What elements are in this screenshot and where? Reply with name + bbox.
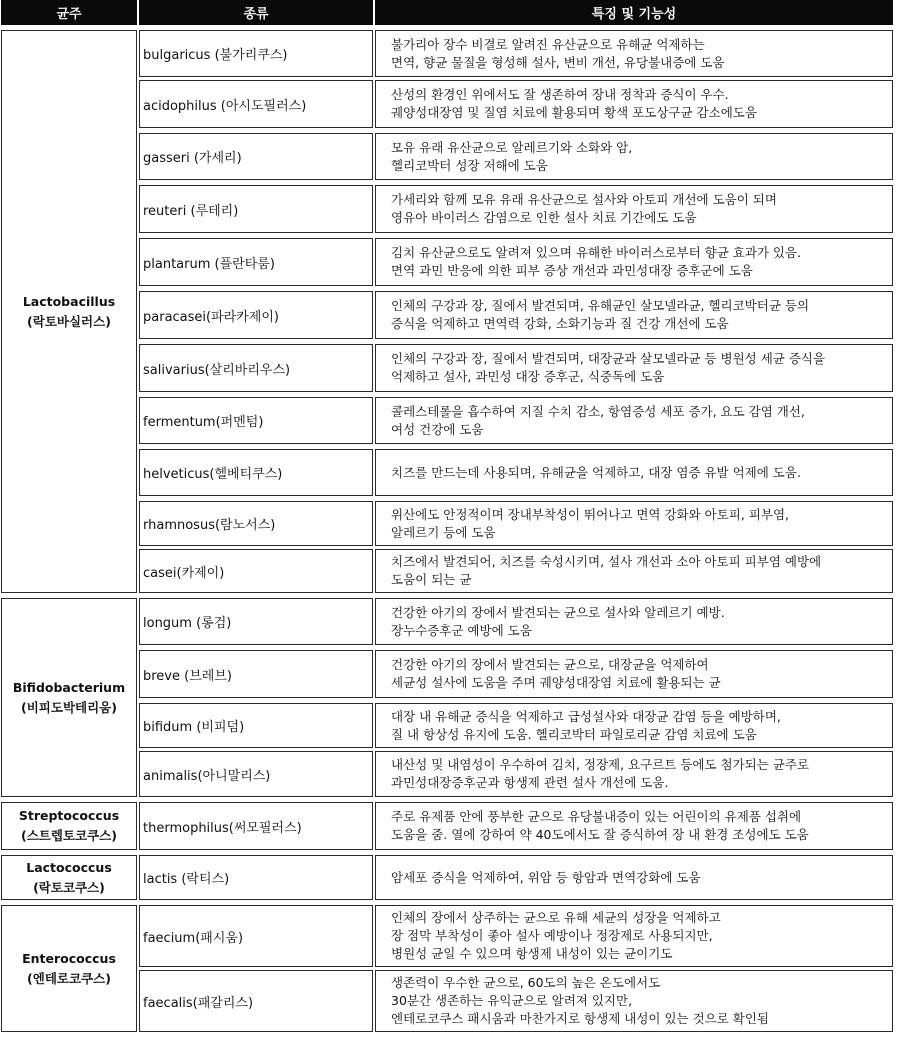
description-line: 치즈를 만드는데 사용되며, 유해균을 억제하고, 대장 염증 유발 억제에 도움. [391, 464, 801, 480]
description-line: 30분간 생존하는 유익균으로 알려져 있지만, [391, 993, 633, 1008]
description-line: 도움을 줌. 열에 강하여 약 40도에서도 잘 증식하여 장 내 환경 조성에도 도움 [391, 827, 809, 842]
species-name: reuteri (루테리) [143, 203, 239, 219]
description-cell [375, 30, 893, 77]
description-line: 콜레스테롤을 흡수하여 지질 수치 감소, 항염증성 세포 증가, 요도 감염 개선, [391, 403, 805, 419]
genus-name-kr: (락토코쿠스) [33, 879, 105, 895]
species-name: longum (롱검) [143, 616, 232, 631]
description-line: 장 점막 부착성이 좋아 설사 예방이나 정장제로 사용되지만, [391, 928, 713, 943]
description-line: 면역, 향균 물질을 형성해 설사, 변비 개선, 유당불내증에 도움 [391, 54, 725, 70]
description-line: 세균성 설사에 도움을 주며 궤양성대장염 치료에 활용되는 균 [391, 675, 721, 690]
description-line: 면역 과민 반응에 의한 피부 증상 개선과 과민성대장 증후군에 도움 [391, 263, 753, 278]
species-name: breve (브레브) [143, 668, 232, 684]
description-cell [375, 80, 893, 128]
header-features: 특징 및 기능성 [375, 0, 893, 25]
description-cell [375, 970, 893, 1032]
header-genus: 균주 [1, 0, 137, 25]
description-line: 주로 유제품 안에 풍부한 균으로 유당불내증이 있는 어린이의 유제품 섭취에 [391, 809, 802, 824]
description-cell [375, 449, 893, 496]
description-line: 위산에도 안정적이며 장내부착성이 뛰어나고 면역 강화와 아토피, 피부염, [391, 506, 790, 522]
genus-name: Streptococcus [18, 808, 120, 823]
species-name: faecium(패시움) [143, 930, 244, 946]
species-name: animalis(아니말리스) [143, 768, 271, 784]
description-line: 억제하고 설사, 과민성 대장 증후군, 식중독에 도움 [391, 369, 665, 384]
description-line: 도움이 되는 균 [391, 572, 472, 587]
species-name: gasseri (가세리) [143, 151, 242, 166]
genus-cell [1, 30, 137, 593]
description-line: 산성의 환경인 위에서도 잘 생존하여 장내 정착과 증식이 우수. [391, 87, 729, 102]
species-cell [139, 549, 373, 593]
species-cell [139, 703, 373, 748]
species-name: thermophilus(써모필러스) [143, 820, 302, 836]
description-line: 생존력이 우수한 균으로, 60도의 높은 온도에서도 [391, 975, 661, 990]
description-line: 건강한 아기의 장에서 발견되는 균으로 설사와 알레르기 예방. [391, 604, 725, 620]
species-name: lactis (락티스) [143, 872, 230, 887]
genus-cell [1, 855, 137, 900]
species-cell [139, 449, 373, 496]
description-cell [375, 291, 893, 339]
species-cell [139, 501, 373, 546]
genus-name-kr: (스트렙토코쿠스) [21, 828, 117, 843]
species-name: faecalis(패갈리스) [143, 995, 254, 1011]
species-name: bifidum (비피덤) [143, 720, 245, 735]
species-cell [139, 855, 373, 900]
description-line: 장누수증후군 예방에 도움 [391, 622, 532, 638]
species-cell [139, 238, 373, 286]
species-cell [139, 905, 373, 967]
species-name: paracasei(파라카제이) [143, 309, 279, 325]
genus-name: Enterococcus [22, 950, 116, 966]
species-cell [139, 598, 373, 645]
species-name: acidophilus (아시도필러스) [143, 98, 307, 114]
description-cell [375, 133, 893, 180]
species-cell [139, 30, 373, 77]
description-line: 병원성 균일 수 있으며 항생제 내성이 있는 균이기도 [391, 946, 673, 961]
species-name: casei(카제이) [143, 565, 225, 581]
description-line: 과민성대장증후군과 항생제 관련 설사 개선에 도움. [391, 775, 669, 790]
genus-name: Bifidobacterium [12, 679, 126, 695]
description-cell [375, 238, 893, 286]
description-cell [375, 855, 893, 900]
genus-cell [1, 598, 137, 797]
description-line: 영유아 바이러스 감염으로 인한 설사 치료 기간에도 도움 [391, 210, 697, 225]
genus-name-kr: (비피도박테리움) [21, 699, 117, 715]
description-cell [375, 598, 893, 645]
genus-name-kr: (락토바실러스) [27, 313, 111, 329]
description-cell [375, 501, 893, 546]
description-line: 여성 건강에 도움 [391, 421, 484, 437]
description-cell [375, 703, 893, 748]
description-line: 건강한 아기의 장에서 발견되는 균으로, 대장균을 억제하여 [391, 657, 709, 672]
description-line: 엔테로코쿠스 패시움과 마찬가지로 항생제 내성이 있는 것으로 확인됨 [391, 1011, 769, 1026]
species-cell [139, 650, 373, 698]
genus-cell [1, 905, 137, 1032]
species-name: rhamnosus(람노서스) [143, 518, 276, 533]
description-line: 내산성 및 내염성이 우수하여 김치, 정장제, 요구르트 등에도 첨가되는 균주로 [391, 757, 810, 772]
description-cell [375, 802, 893, 850]
description-cell [375, 751, 893, 797]
description-cell [375, 344, 893, 392]
species-name: bulgaricus (불가리쿠스) [143, 48, 288, 63]
description-line: 불가리아 장수 비결로 알려진 유산균으로 유해균 억제하는 [391, 36, 705, 52]
species-name: plantarum (플란타룸) [143, 256, 275, 272]
description-cell [375, 549, 893, 593]
description-line: 궤양성대장염 및 질염 치료에 활용되며 황색 포도상구균 감소에도움 [391, 105, 757, 120]
species-name: helveticus(헬베티쿠스) [143, 467, 283, 482]
genus-name: Lactobacillus [22, 293, 116, 309]
description-line: 인체의 구강과 장, 질에서 발견되며, 유해균인 살모넬라균, 헬리코박터균 등의 [391, 298, 810, 313]
header-species: 종류 [139, 0, 373, 25]
description-line: 암세포 증식을 억제하여, 위암 등 항암과 면역강화에 도움 [391, 869, 701, 885]
description-line: 인체의 장에서 상주하는 균으로 유해 세균의 성장을 억제하고 [391, 910, 721, 925]
genus-cell [1, 802, 137, 850]
description-cell [375, 397, 893, 444]
species-cell [139, 397, 373, 444]
species-cell [139, 185, 373, 233]
description-cell [375, 905, 893, 967]
description-line: 김치 유산균으로도 알려져 있으며 유해한 바이러스로부터 향균 효과가 있음. [391, 245, 802, 260]
species-cell [139, 133, 373, 180]
description-line: 모유 유래 유산균으로 알레르기와 소화와 암, [391, 139, 633, 155]
description-line: 인체의 구강과 장, 질에서 발견되며, 대장균과 살모넬라균 등 병원성 세균 증식을 [391, 351, 826, 366]
species-cell [139, 344, 373, 392]
genus-name: Lactococcus [26, 859, 112, 875]
description-line: 알레르기 등에 도움 [391, 524, 496, 540]
description-line: 질 내 항상성 유지에 도움. 헬리코박터 파일로리균 감염 치료에 도움 [391, 726, 757, 742]
description-line: 헬리코박터 성장 저해에 도움 [391, 157, 548, 173]
species-cell [139, 970, 373, 1032]
description-line: 치즈에서 발견되어, 치즈를 숙성시키며, 설사 개선과 소아 아토피 피부염 예방에 [391, 554, 822, 569]
species-name: fermentum(퍼멘텀) [143, 415, 264, 430]
species-cell [139, 291, 373, 339]
species-cell [139, 751, 373, 797]
species-name: salivarius(살리바리우스) [143, 362, 291, 378]
description-cell [375, 185, 893, 233]
species-cell [139, 80, 373, 128]
genus-name-kr: (엔테로코쿠스) [27, 970, 111, 986]
description-line: 가세리와 함께 모유 유래 유산균으로 설사와 아토피 개선에 도움이 되며 [391, 192, 777, 207]
species-cell [139, 802, 373, 850]
description-line: 대장 내 유해균 증식을 억제하고 급성설사와 대장균 감염 등을 예방하며, [391, 708, 781, 724]
description-cell [375, 650, 893, 698]
description-line: 증식을 억제하고 면역력 강화, 소화기능과 질 건강 개선에 도움 [391, 316, 729, 331]
